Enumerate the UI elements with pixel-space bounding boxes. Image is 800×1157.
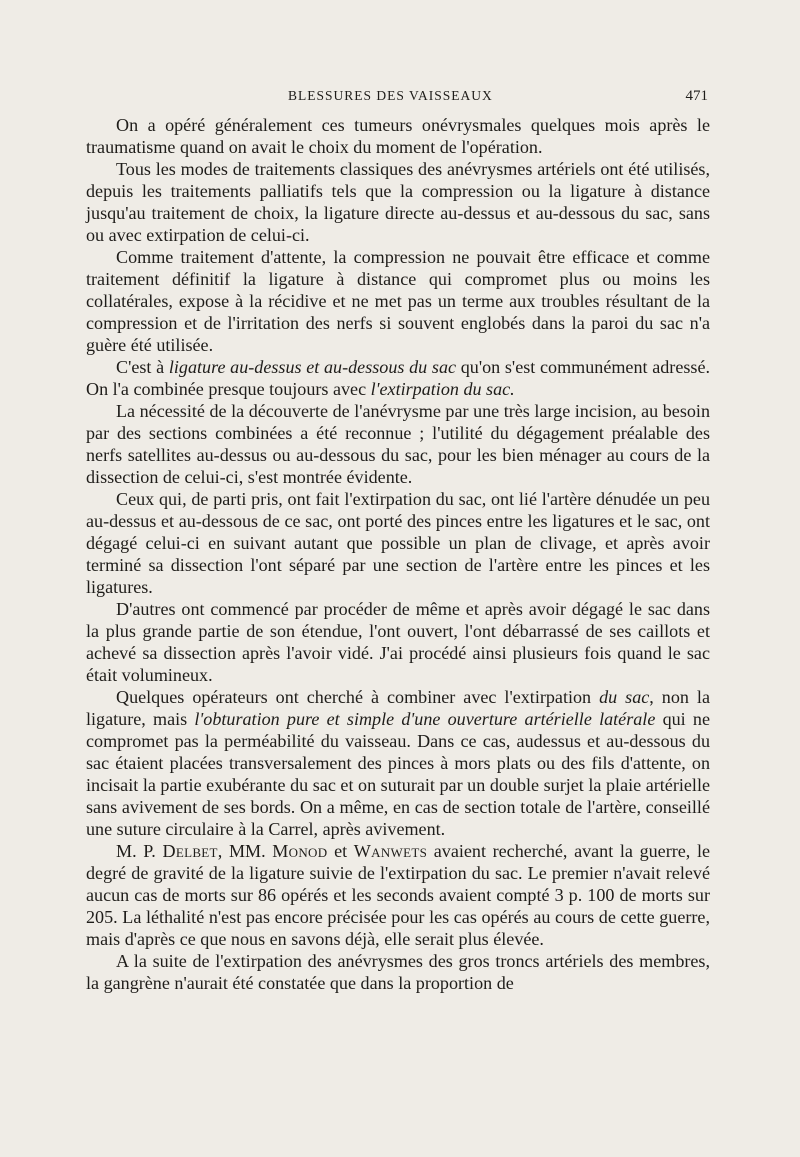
author-delbet: Delbet (162, 841, 218, 861)
p9-text-b: , MM. (217, 841, 273, 861)
p8-text-a: Quelques opérateurs ont cherché à combiner avec l'extirpation (116, 687, 600, 707)
paragraph-8 (86, 686, 710, 840)
p4-emphasis-ligature: ligature au-dessus et au-dessous du sac (168, 357, 457, 377)
p8-text-c: qui ne compromet pas la perméabilité du vaisseau. Dans ce cas, audessus et au-dessous du sac étaient placées transversalement des pinces à mors plats ou des fils d'attente, on incisait la partie exubérante du sac et on suturait par un double surjet la plaie artérielle sans avivement de ses bords. On a même, en cas de section totale de l'artère, conseillé une suture circulaire à la Carrel, après avivement. (86, 709, 710, 839)
p8-emphasis-du-sac: du sac (599, 687, 650, 707)
page-number: 471 (685, 88, 708, 104)
p4-emphasis-extirpation: l'extirpation du sac. (370, 379, 515, 399)
p4-text-b: qu'on s'est communément adressé. On l'a combinée presque toujours avec (86, 357, 710, 399)
p8-emphasis-obturation: l'obturation pure et simple d'une ouverture artérielle latérale (194, 709, 656, 729)
paragraph-4 (86, 356, 710, 400)
p8-text-b: , non la ligature, mais (86, 687, 710, 729)
p9-text-d: avaient recherché, avant la guerre, le degré de gravité de la ligature suivie de l'extirpation du sac. Le premier n'avait relevé aucun cas de morts sur 86 opérés et les seconds avaient compté 3 p. 100 de morts sur 205. La léthalité n'est pas encore précisée pour les cas opérés au cours de cette guerre, mais d'après ce que nous en savons déjà, elle serait plus élevée. (86, 841, 710, 949)
paragraph-1: On a opéré généralement ces tumeurs onévrysmales quelques mois après le traumatisme quand on avait le choix du moment de l'opération. (86, 115, 710, 157)
paragraph-9 (86, 840, 710, 950)
paragraph-5: La nécessité de la découverte de l'anévrysme par une très large incision, au besoin par des sections combinées a été reconnue ; l'utilité du dégagement préalable des nerfs satellites au-dessus ou au-dessous du sac, pour les bien ménager au cours de la dissection de celui-ci, s'est montrée évidente. (86, 401, 710, 487)
paragraph-3: Comme traitement d'attente, la compression ne pouvait être efficace et comme traitement définitif la ligature à distance qui compromet plus ou moins les collatérales, expose à la récidive et ne met pas un terme aux troubles résultant de la compression et de l'irritation des nerfs si souvent englobés dans la paroi du sac n'a guère été utilisée. (86, 247, 710, 355)
p9-text-a: M. P. (116, 841, 163, 861)
author-wanwets: Wanwets (353, 841, 428, 861)
running-head (0, 86, 800, 110)
running-title: BLESSURES DES VAISSEAUX (288, 88, 493, 103)
paragraph-2: Tous les modes de traitements classiques des anévrysmes artériels ont été utilisés, depuis les traitements palliatifs tels que la compression ou la ligature à distance jusqu'au traitement de choix, la ligature directe au-dessus et au-dessous du sac, sans ou avec extirpation de celui-ci. (86, 159, 710, 245)
p9-text-c: et (327, 841, 354, 861)
paragraph-7: D'autres ont commencé par procéder de même et après avoir dégagé le sac dans la plus grande partie de son étendue, l'ont ouvert, l'ont débarrassé de ses caillots et achevé sa dissection après l'avoir vidé. J'ai procédé ainsi plusieurs fois quand le sac était volumineux. (86, 599, 710, 685)
paragraph-10: A la suite de l'extirpation des anévrysmes des gros troncs artériels des membres, la gangrène n'aurait été constatée que dans la proportion de (86, 951, 710, 993)
body-text (86, 114, 710, 994)
author-monod: Monod (272, 841, 328, 861)
paragraph-6: Ceux qui, de parti pris, ont fait l'extirpation du sac, ont lié l'artère dénudée un peu au-dessus et au-dessous de ce sac, ont porté des pinces entre les ligatures et le sac, ont dégagé celui-ci en suivant autant que possible un plan de clivage, et après avoir terminé sa dissection l'ont séparé par une section de l'artère entre les pinces et les ligatures. (86, 489, 710, 597)
p4-text-a: C'est à (116, 357, 169, 377)
